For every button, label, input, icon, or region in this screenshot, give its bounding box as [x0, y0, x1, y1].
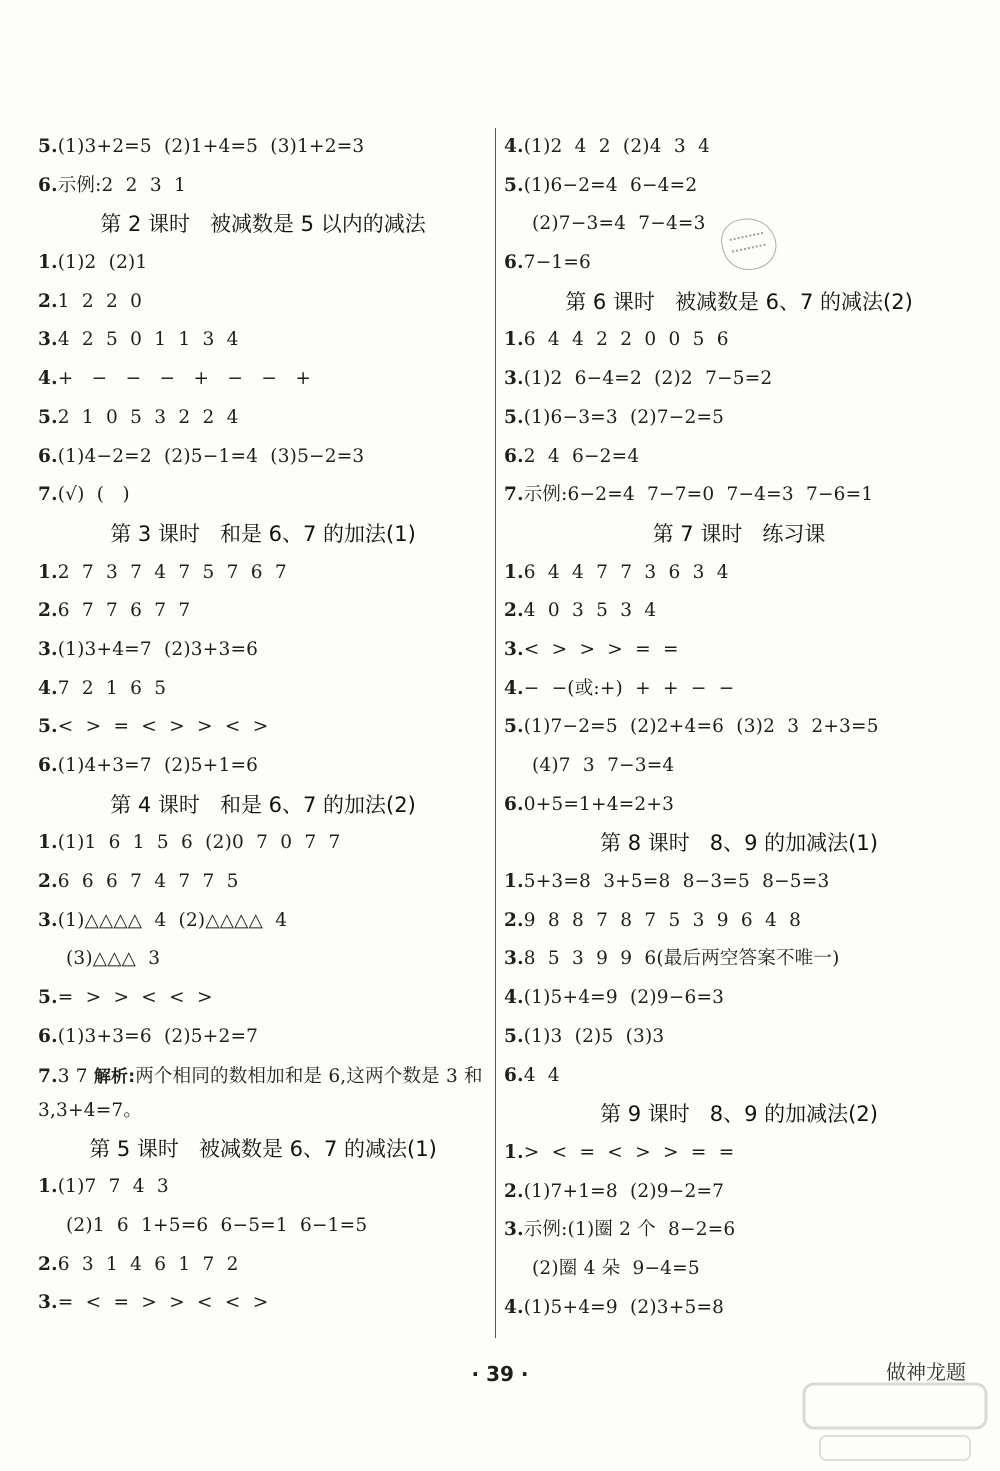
question-number: 2. — [504, 1180, 524, 1202]
answer-line — [38, 979, 488, 1018]
answer-line — [38, 824, 488, 863]
answer-text: < > = < > > < > — [57, 716, 269, 738]
answer-text: (2)7−3=4 7−4=3 — [532, 213, 706, 235]
answer-text: 6 3 1 4 6 1 7 2 — [57, 1253, 239, 1275]
answer-line — [504, 592, 974, 631]
question-number: 1. — [38, 561, 58, 583]
answer-text: 示例:6−2=4 7−7=0 7−4=3 7−6=1 — [523, 484, 874, 506]
question-number: 1. — [504, 561, 524, 583]
answer-text: 示例:2 2 3 1 — [57, 174, 186, 196]
answer-line — [38, 708, 488, 747]
answer-text: 4 2 5 0 1 1 3 4 — [57, 329, 239, 351]
answer-line — [38, 167, 488, 206]
question-number: 6. — [504, 252, 524, 274]
question-number: 6. — [504, 793, 524, 815]
answer-line — [504, 554, 974, 593]
answer-text: (1)4−2=2 (2)5−1=4 (3)5−2=3 — [57, 445, 365, 467]
answer-line — [38, 631, 488, 670]
left-column — [38, 128, 488, 1323]
answer-line — [504, 321, 974, 360]
answer-line — [504, 747, 974, 786]
answer-line — [504, 1134, 974, 1173]
question-number: 4. — [504, 136, 524, 157]
answer-text: 示例:(1)圈 2 个 8−2=6 — [523, 1219, 736, 1241]
answer-text: 6 7 7 6 7 7 — [57, 600, 191, 622]
answer-text: (1)3 (2)5 (3)3 — [523, 1025, 665, 1047]
right-column — [504, 128, 974, 1327]
answer-line — [38, 321, 488, 360]
answer-text: (1)7 7 4 3 — [57, 1176, 169, 1198]
answer-text: 1 2 2 0 — [57, 290, 143, 312]
page-number: · 39 · — [471, 1362, 529, 1386]
question-number: 2. — [38, 290, 58, 312]
answer-line — [38, 747, 488, 786]
question-number: 3. — [38, 1292, 58, 1314]
answer-text: = < = > > < < > — [57, 1292, 269, 1314]
question-number: 5. — [504, 1025, 524, 1047]
answer-line — [38, 438, 488, 477]
answer-text: (1)6−2=4 6−4=2 — [523, 174, 698, 196]
answer-text: 5+3=8 3+5=8 8−3=5 8−5=3 — [523, 871, 830, 893]
question-number: 6. — [38, 445, 58, 467]
question-number: 4. — [504, 1296, 524, 1318]
answer-text: = > > < < > — [57, 987, 213, 1009]
answer-line — [504, 863, 974, 902]
question-number: 1. — [38, 1176, 58, 1198]
answer-line — [504, 670, 974, 709]
question-number: 3. — [38, 909, 58, 931]
watermark-logo — [800, 1378, 990, 1466]
question-number: 1. — [38, 252, 58, 274]
answer-text: (1)△△△△ 4 (2)△△△△ 4 — [57, 909, 288, 931]
answer-text: (√) ( ) — [57, 484, 130, 506]
answer-text: (1)5+4=9 (2)9−6=3 — [523, 987, 725, 1009]
answer-text: 0+5=1+4=2+3 — [523, 793, 675, 815]
answer-line — [504, 979, 974, 1018]
question-number: 5. — [38, 716, 58, 738]
answer-text: (1)1 6 1 5 6 (2)0 7 0 7 7 — [57, 832, 341, 854]
answer-text: (1)7−2=5 (2)2+4=6 (3)2 3 2+3=5 — [523, 716, 879, 738]
answer-line — [504, 1250, 974, 1289]
answer-line — [38, 244, 488, 283]
section-heading: 第 2 课时 被减数是 5 以内的减法 — [100, 212, 426, 237]
answer-text: + − − − + − − + — [57, 368, 312, 390]
analysis-text: 两个相同的数相加和是 6,这两个数是 3 和 3,3+4=7。 — [38, 1065, 483, 1121]
answer-text: (1)3+3=6 (2)5+2=7 — [57, 1025, 259, 1047]
answer-line — [504, 360, 974, 399]
answer-line — [38, 283, 488, 322]
answer-text: (4)7 3 7−3=4 — [532, 755, 675, 776]
question-number: 1. — [504, 329, 524, 351]
answer-line — [504, 940, 974, 979]
answer-line — [38, 592, 488, 631]
question-number: 7. — [38, 1065, 58, 1087]
question-number: 4. — [38, 368, 58, 390]
question-number: 1. — [504, 871, 524, 893]
answer-text: 2 7 3 7 4 7 5 7 6 7 — [57, 561, 287, 583]
question-number: 5. — [504, 716, 524, 738]
question-number: 3. — [504, 638, 524, 660]
answer-line — [38, 940, 488, 979]
answer-line — [38, 1284, 488, 1323]
question-number: 3. — [504, 1219, 524, 1241]
answer-line — [504, 1173, 974, 1212]
answer-line — [38, 128, 488, 167]
answer-text: (1)2 (2)1 — [57, 252, 148, 274]
answer-line — [38, 554, 488, 593]
answer-text: 4 0 3 5 3 4 — [523, 600, 657, 622]
question-number: 5. — [504, 406, 524, 428]
answer-text: − −(或:+) + + − − — [523, 677, 735, 699]
question-number: 6. — [38, 1025, 58, 1047]
answer-text: (3)△△△ 3 — [66, 948, 161, 970]
answer-text: 6 6 6 7 4 7 7 5 — [57, 871, 239, 893]
answer-line — [504, 399, 974, 438]
answer-text: (2)圈 4 朵 9−4=5 — [532, 1257, 700, 1279]
question-number: 4. — [38, 677, 58, 699]
question-number: 1. — [504, 1141, 524, 1163]
answer-text: < > > > = = — [523, 638, 679, 660]
answer-text: 4 4 — [523, 1064, 560, 1086]
question-number: 5. — [38, 406, 58, 428]
question-number: 6. — [504, 445, 524, 467]
answer-line — [38, 360, 488, 399]
answer-text: (1)5+4=9 (2)3+5=8 — [523, 1296, 725, 1318]
question-number: 2. — [38, 1253, 58, 1275]
brand-label: 做神龙题 — [886, 1360, 966, 1384]
question-number: 3. — [38, 329, 58, 351]
answer-text: (1)3+4=7 (2)3+3=6 — [57, 638, 259, 660]
question-number: 5. — [38, 136, 58, 157]
question-number: 5. — [38, 987, 58, 1009]
question-number: 6. — [504, 1064, 524, 1086]
section-heading: 第 4 课时 和是 6、7 的加法(2) — [110, 792, 416, 817]
answer-line — [38, 902, 488, 941]
section-heading: 第 6 课时 被减数是 6、7 的减法(2) — [565, 289, 913, 314]
answer-text: 2 1 0 5 3 2 2 4 — [57, 406, 239, 428]
section-heading: 第 3 课时 和是 6、7 的加法(1) — [110, 521, 416, 546]
answer-line — [38, 670, 488, 709]
answer-text: 6 4 4 7 7 3 6 3 4 — [523, 561, 729, 583]
answer-line — [504, 476, 974, 515]
answer-text: (1)4+3=7 (2)5+1=6 — [57, 755, 259, 776]
answer-line — [38, 863, 488, 902]
answer-text: 7−1=6 — [523, 252, 592, 274]
answer-text: (1)2 4 2 (2)4 3 4 — [523, 136, 710, 157]
answer-line — [504, 1289, 974, 1328]
question-number: 6. — [38, 755, 58, 776]
answer-line — [504, 902, 974, 941]
question-number: 3. — [504, 368, 524, 390]
answer-line — [38, 1057, 488, 1130]
question-number: 3. — [38, 638, 58, 660]
question-number: 7. — [38, 484, 58, 506]
answer-text: 7 2 1 6 5 — [57, 677, 167, 699]
section-heading: 第 9 课时 8、9 的加减法(2) — [600, 1102, 878, 1127]
question-number: 6. — [38, 174, 58, 196]
answer-text: (1)2 6−4=2 (2)2 7−5=2 — [523, 368, 773, 390]
answer-line — [38, 1018, 488, 1057]
answer-line — [38, 399, 488, 438]
question-number: 3. — [504, 948, 524, 970]
answer-text: (1)7+1=8 (2)9−2=7 — [523, 1180, 725, 1202]
answer-line — [38, 476, 488, 515]
answer-line — [38, 1168, 488, 1207]
answer-text: > < = < > > = = — [523, 1141, 735, 1163]
answer-line — [504, 786, 974, 825]
question-number: 7. — [504, 484, 524, 506]
answer-line — [504, 1018, 974, 1057]
answer-line — [504, 631, 974, 670]
question-number: 2. — [504, 600, 524, 622]
answer-text: 6 4 4 2 2 0 0 5 6 — [523, 329, 729, 351]
question-number: 1. — [38, 832, 58, 854]
section-heading: 第 5 课时 被减数是 6、7 的减法(1) — [89, 1136, 437, 1161]
answer-text: 2 4 6−2=4 — [523, 445, 640, 467]
column-divider — [495, 128, 496, 1338]
answer-line — [504, 708, 974, 747]
answer-text: (2)1 6 1+5=6 6−5=1 6−1=5 — [66, 1214, 368, 1236]
question-number: 5. — [504, 174, 524, 196]
answer-text: (1)3+2=5 (2)1+4=5 (3)1+2=3 — [57, 136, 365, 157]
answer-text: 3 7 — [57, 1065, 94, 1087]
question-number: 4. — [504, 987, 524, 1009]
answer-line — [504, 438, 974, 477]
answer-text: (1)6−3=3 (2)7−2=5 — [523, 406, 725, 428]
question-number: 2. — [504, 909, 524, 931]
section-heading: 第 8 课时 8、9 的加减法(1) — [600, 831, 878, 856]
answer-line — [504, 167, 974, 206]
answer-text: 9 8 8 7 8 7 5 3 9 6 4 8 — [523, 909, 802, 931]
answer-line — [504, 128, 974, 167]
answer-line — [38, 1207, 488, 1246]
question-number: 4. — [504, 677, 524, 699]
answer-line — [504, 1057, 974, 1096]
answer-text: 8 5 3 9 9 6(最后两空答案不唯一) — [523, 948, 840, 970]
analysis-label: 解析: — [93, 1066, 136, 1087]
question-number: 2. — [38, 600, 58, 622]
answer-line — [504, 1211, 974, 1250]
question-number: 2. — [38, 871, 58, 893]
section-heading: 第 7 课时 练习课 — [652, 521, 826, 546]
answer-line — [38, 1246, 488, 1285]
